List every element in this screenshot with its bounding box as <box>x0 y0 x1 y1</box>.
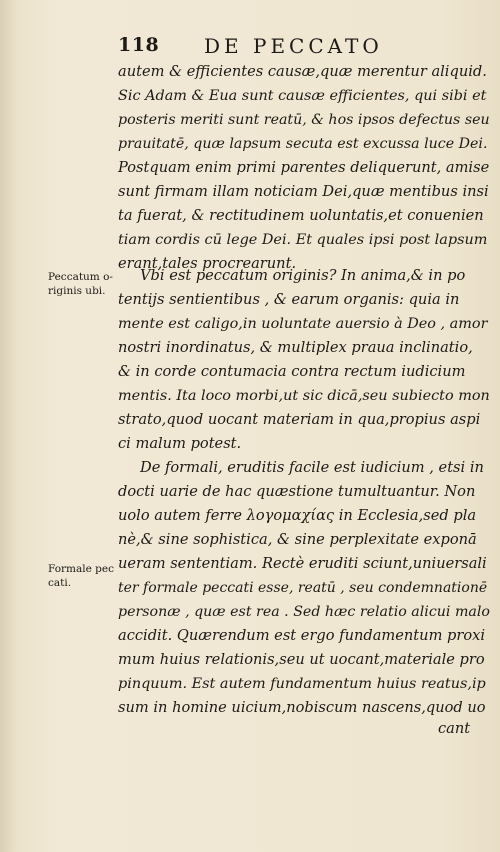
text-line: posteris meriti sunt reatū, & hos ipsos defectus seu <box>118 112 490 128</box>
text-line: docti uarie de hac quæstione tumultuantur. Non <box>118 483 476 500</box>
text-line: Postquam enim primi parentes deliquerunt, amise <box>118 159 490 176</box>
catchword: cant <box>438 720 471 737</box>
text-line: nè,& sine sophistica, & sine perplexitate exponā <box>118 531 477 548</box>
margin-note-line: cati. <box>48 577 72 589</box>
text-line: ta fuerat, & rectitudinem uoluntatis,et conuenien <box>118 207 484 224</box>
text-line: mum huius relationis,seu ut uocant,materiale pro <box>118 651 485 668</box>
margin-note-line: riginis ubi. <box>48 285 106 297</box>
running-title: DE PECCATO <box>204 34 383 58</box>
text-line: tiam cordis cū lege Dei. Et quales ipsi post lapsum <box>118 232 488 248</box>
text-line: strato,quod uocant materiam in qua,propius aspi <box>118 411 481 428</box>
text-line: ueram sententiam. Rectè eruditi sciunt,uniuersali <box>118 555 487 572</box>
page-number: 118 <box>118 34 160 56</box>
text-line: uolo autem ferre λογομαχίας in Ecclesia,sed pla <box>118 507 477 524</box>
text-line: Vbi est peccatum originis? In anima,& in po <box>140 267 466 284</box>
text-line: sum in homine uicium,nobiscum nascens,quod uo <box>118 699 486 716</box>
text-line: nostri inordinatus, & multiplex praua inclinatio, <box>118 339 473 356</box>
text-line: ter formale peccati esse, reatū , seu condemnationē <box>118 580 488 596</box>
margin-note-line: Formale pec <box>48 563 114 575</box>
text-line: De formali, eruditis facile est iudicium , etsi in <box>140 459 484 476</box>
text-line: prauitatē, quæ lapsum secuta est excussa luce Dei. <box>118 136 488 152</box>
text-line: & in corde contumacia contra rectum iudicium <box>118 363 466 380</box>
text-line: pinquum. Est autem fundamentum huius reatus,ip <box>118 676 486 692</box>
text-line: Sic Adam & Eua sunt causæ efficientes, qui sibi et <box>118 88 487 104</box>
text-line: sunt firmam illam noticiam Dei,quæ mentibus insi <box>118 183 489 200</box>
text-line: accidit. Quærendum est ergo fundamentum proxi <box>118 627 486 644</box>
margin-note-line: Peccatum o- <box>48 271 113 283</box>
text-line: mente est caligo,in uoluntate auersio à Deo , amor <box>118 316 488 332</box>
text-line: mentis. Ita loco morbi,ut sic dicā,seu subiecto mon <box>118 388 490 404</box>
text-line: erant,tales procrearunt. <box>118 255 297 272</box>
text-line: personæ , quæ est rea . Sed hæc relatio alicui malo <box>118 604 490 620</box>
text-line: tentijs sentientibus , & earum organis: quia in <box>118 291 460 308</box>
page-header <box>0 34 500 58</box>
text-line: ci malum potest. <box>118 435 242 452</box>
text-line: autem & efficientes causæ,quæ merentur aliquid. <box>118 63 487 80</box>
